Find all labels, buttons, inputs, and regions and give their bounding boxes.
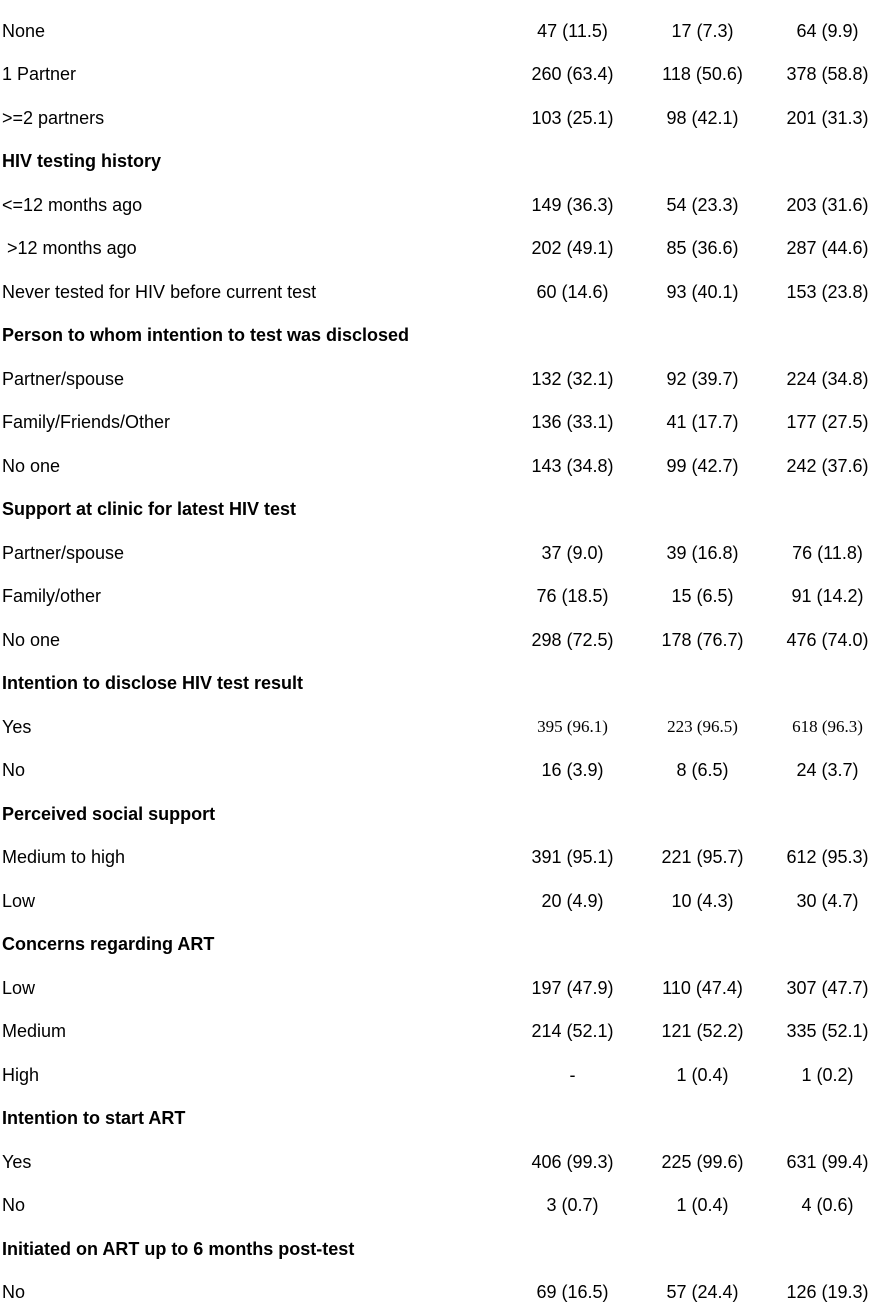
section-header-label: Support at clinic for latest HIV test xyxy=(2,498,296,520)
value-cell-col3: 24 (3.7) xyxy=(770,759,871,781)
row-label: No xyxy=(2,1194,25,1216)
section-header-label: HIV testing history xyxy=(2,150,161,172)
value-cell-col3: 4 (0.6) xyxy=(770,1194,871,1216)
value-cell-col3: 30 (4.7) xyxy=(770,890,871,912)
value-cell-col1: 16 (3.9) xyxy=(515,759,630,781)
row-label: Family/other xyxy=(2,585,101,607)
value-cell-col3: 177 (27.5) xyxy=(770,411,871,433)
section-header-row xyxy=(0,792,871,836)
table-row xyxy=(0,444,871,488)
table-row xyxy=(0,1010,871,1054)
section-header-label: Perceived social support xyxy=(2,803,215,825)
table-row xyxy=(0,575,871,619)
table-row xyxy=(0,749,871,793)
section-header-label: Intention to disclose HIV test result xyxy=(2,672,303,694)
value-cell-col3: 631 (99.4) xyxy=(770,1151,871,1173)
row-label: No one xyxy=(2,629,60,651)
section-header-row xyxy=(0,1227,871,1271)
value-cell-col3: 1 (0.2) xyxy=(770,1064,871,1086)
value-cell-col2: 92 (39.7) xyxy=(645,368,760,390)
value-cell-col3: 335 (52.1) xyxy=(770,1020,871,1042)
value-cell-col1: 37 (9.0) xyxy=(515,542,630,564)
value-cell-col1: 69 (16.5) xyxy=(515,1281,630,1303)
value-cell-col1: 76 (18.5) xyxy=(515,585,630,607)
value-cell-col2: 110 (47.4) xyxy=(645,977,760,999)
section-header-label: Person to whom intention to test was disclosed xyxy=(2,324,409,346)
value-cell-col2: 225 (99.6) xyxy=(645,1151,760,1173)
row-label: Medium to high xyxy=(2,846,125,868)
value-cell-col2: 99 (42.7) xyxy=(645,455,760,477)
value-cell-col2: 10 (4.3) xyxy=(645,890,760,912)
value-cell-col2: 223 (96.5) xyxy=(645,716,760,738)
table-top-spacer xyxy=(0,0,871,9)
value-cell-col3: 618 (96.3) xyxy=(770,716,871,738)
table-row xyxy=(0,879,871,923)
table-row xyxy=(0,1184,871,1228)
value-cell-col2: 118 (50.6) xyxy=(645,63,760,85)
value-cell-col2: 121 (52.2) xyxy=(645,1020,760,1042)
table-row xyxy=(0,966,871,1010)
section-header-row xyxy=(0,923,871,967)
value-cell-col2: 1 (0.4) xyxy=(645,1194,760,1216)
section-header-label: Initiated on ART up to 6 months post-test xyxy=(2,1238,354,1260)
section-header-label: Concerns regarding ART xyxy=(2,933,214,955)
value-cell-col3: 476 (74.0) xyxy=(770,629,871,651)
table-row xyxy=(0,357,871,401)
section-header-row xyxy=(0,314,871,358)
section-header-row xyxy=(0,662,871,706)
table-row xyxy=(0,836,871,880)
value-cell-col2: 178 (76.7) xyxy=(645,629,760,651)
value-cell-col3: 307 (47.7) xyxy=(770,977,871,999)
table-row xyxy=(0,1271,871,1314)
value-cell-col3: 64 (9.9) xyxy=(770,20,871,42)
row-label: >12 months ago xyxy=(2,237,137,259)
row-label: Yes xyxy=(2,716,31,738)
value-cell-col2: 98 (42.1) xyxy=(645,107,760,129)
value-cell-col3: 76 (11.8) xyxy=(770,542,871,564)
table-row xyxy=(0,270,871,314)
value-cell-col1: 298 (72.5) xyxy=(515,629,630,651)
value-cell-col1: 260 (63.4) xyxy=(515,63,630,85)
value-cell-col1: 60 (14.6) xyxy=(515,281,630,303)
value-cell-col1: 391 (95.1) xyxy=(515,846,630,868)
value-cell-col2: 221 (95.7) xyxy=(645,846,760,868)
row-label: Never tested for HIV before current test xyxy=(2,281,316,303)
value-cell-col2: 17 (7.3) xyxy=(645,20,760,42)
value-cell-col1: 136 (33.1) xyxy=(515,411,630,433)
row-label: No xyxy=(2,759,25,781)
row-label: High xyxy=(2,1064,39,1086)
value-cell-col2: 1 (0.4) xyxy=(645,1064,760,1086)
table-row xyxy=(0,401,871,445)
value-cell-col3: 201 (31.3) xyxy=(770,107,871,129)
value-cell-col3: 378 (58.8) xyxy=(770,63,871,85)
value-cell-col2: 15 (6.5) xyxy=(645,585,760,607)
row-label: <=12 months ago xyxy=(2,194,142,216)
row-label: Low xyxy=(2,890,35,912)
row-label: Partner/spouse xyxy=(2,368,124,390)
table-row xyxy=(0,618,871,662)
table-row xyxy=(0,705,871,749)
row-label: Low xyxy=(2,977,35,999)
section-header-row xyxy=(0,488,871,532)
value-cell-col1: 202 (49.1) xyxy=(515,237,630,259)
value-cell-col1: 47 (11.5) xyxy=(515,20,630,42)
table-row xyxy=(0,53,871,97)
table-row xyxy=(0,9,871,53)
value-cell-col1: 132 (32.1) xyxy=(515,368,630,390)
value-cell-col3: 153 (23.8) xyxy=(770,281,871,303)
table-row xyxy=(0,183,871,227)
table-row xyxy=(0,227,871,271)
row-label: >=2 partners xyxy=(2,107,104,129)
section-header-row xyxy=(0,140,871,184)
value-cell-col3: 242 (37.6) xyxy=(770,455,871,477)
section-header-label: Intention to start ART xyxy=(2,1107,185,1129)
value-cell-col3: 203 (31.6) xyxy=(770,194,871,216)
table-row xyxy=(0,1053,871,1097)
row-label: Family/Friends/Other xyxy=(2,411,170,433)
value-cell-col2: 57 (24.4) xyxy=(645,1281,760,1303)
value-cell-col2: 41 (17.7) xyxy=(645,411,760,433)
row-label: No one xyxy=(2,455,60,477)
value-cell-col1: 20 (4.9) xyxy=(515,890,630,912)
table-row xyxy=(0,96,871,140)
value-cell-col1: 3 (0.7) xyxy=(515,1194,630,1216)
row-label: Partner/spouse xyxy=(2,542,124,564)
value-cell-col3: 91 (14.2) xyxy=(770,585,871,607)
value-cell-col3: 287 (44.6) xyxy=(770,237,871,259)
row-label: No xyxy=(2,1281,25,1303)
value-cell-col3: 126 (19.3) xyxy=(770,1281,871,1303)
value-cell-col1: 395 (96.1) xyxy=(515,716,630,738)
value-cell-col2: 54 (23.3) xyxy=(645,194,760,216)
value-cell-col2: 39 (16.8) xyxy=(645,542,760,564)
value-cell-col3: 612 (95.3) xyxy=(770,846,871,868)
table-row xyxy=(0,531,871,575)
value-cell-col3: 224 (34.8) xyxy=(770,368,871,390)
row-label: None xyxy=(2,20,45,42)
row-label: Medium xyxy=(2,1020,66,1042)
value-cell-col1: 214 (52.1) xyxy=(515,1020,630,1042)
value-cell-col1: 197 (47.9) xyxy=(515,977,630,999)
value-cell-col1: - xyxy=(515,1064,630,1086)
value-cell-col2: 85 (36.6) xyxy=(645,237,760,259)
section-header-row xyxy=(0,1097,871,1141)
value-cell-col2: 93 (40.1) xyxy=(645,281,760,303)
value-cell-col1: 103 (25.1) xyxy=(515,107,630,129)
row-label: 1 Partner xyxy=(2,63,76,85)
row-label: Yes xyxy=(2,1151,31,1173)
value-cell-col1: 406 (99.3) xyxy=(515,1151,630,1173)
value-cell-col1: 143 (34.8) xyxy=(515,455,630,477)
value-cell-col1: 149 (36.3) xyxy=(515,194,630,216)
table-row xyxy=(0,1140,871,1184)
value-cell-col2: 8 (6.5) xyxy=(645,759,760,781)
